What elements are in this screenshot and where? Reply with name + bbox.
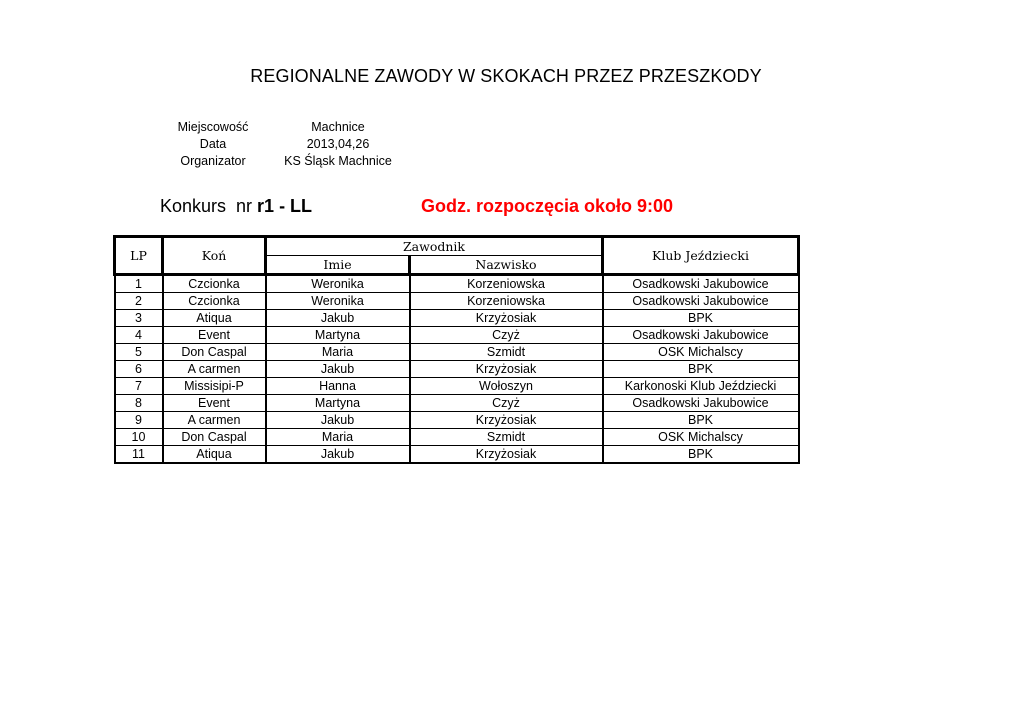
cell-klub: BPK — [603, 310, 799, 327]
page-title: REGIONALNE ZAWODY W SKOKACH PRZEZ PRZESZKODY — [250, 66, 762, 86]
cell-kon: Atiqua — [163, 446, 266, 464]
cell-nazwisko: Korzeniowska — [410, 275, 603, 293]
cell-lp: 4 — [115, 327, 163, 344]
cell-kon: Atiqua — [163, 310, 266, 327]
cell-imie: Jakub — [266, 361, 410, 378]
cell-nazwisko: Krzyżosiak — [410, 446, 603, 464]
cell-lp: 2 — [115, 293, 163, 310]
info-label-data: Data — [199, 137, 227, 151]
cell-lp: 5 — [115, 344, 163, 361]
cell-klub: BPK — [603, 446, 799, 464]
cell-klub: OSK Michalscy — [603, 344, 799, 361]
table-row — [115, 293, 799, 310]
cell-nazwisko: Krzyżosiak — [410, 361, 603, 378]
results-table — [113, 235, 800, 464]
header-kon: Koń — [163, 237, 266, 275]
cell-imie: Jakub — [266, 310, 410, 327]
cell-klub: Osadkowski Jakubowice — [603, 275, 799, 293]
table-row — [115, 327, 799, 344]
cell-imie: Maria — [266, 429, 410, 446]
konkurs-heading — [160, 196, 312, 217]
cell-lp: 9 — [115, 412, 163, 429]
info-value-miejscowosc: Machnice — [311, 120, 365, 134]
cell-lp: 1 — [115, 275, 163, 293]
table-row — [115, 446, 799, 464]
info-value-organizator: KS Śląsk Machnice — [284, 154, 392, 168]
header-klub: Klub Jeździecki — [603, 237, 799, 275]
cell-nazwisko: Czyż — [410, 395, 603, 412]
cell-lp: 7 — [115, 378, 163, 395]
cell-imie: Hanna — [266, 378, 410, 395]
table-row — [115, 344, 799, 361]
cell-kon: Event — [163, 327, 266, 344]
cell-klub: OSK Michalscy — [603, 429, 799, 446]
cell-kon: Missisipi-P — [163, 378, 266, 395]
cell-lp: 6 — [115, 361, 163, 378]
header-zawodnik: Zawodnik — [266, 237, 603, 256]
cell-klub: Osadkowski Jakubowice — [603, 327, 799, 344]
konkurs-number: r1 - LL — [257, 196, 313, 216]
cell-nazwisko: Krzyżosiak — [410, 412, 603, 429]
cell-klub: BPK — [603, 361, 799, 378]
table-row — [115, 378, 799, 395]
cell-nazwisko: Czyż — [410, 327, 603, 344]
cell-kon: Czcionka — [163, 293, 266, 310]
cell-nazwisko: Korzeniowska — [410, 293, 603, 310]
cell-kon: A carmen — [163, 361, 266, 378]
cell-nazwisko: Wołoszyn — [410, 378, 603, 395]
header-imie: Imie — [266, 256, 410, 275]
cell-kon: Czcionka — [163, 275, 266, 293]
cell-imie: Maria — [266, 344, 410, 361]
cell-kon: A carmen — [163, 412, 266, 429]
cell-imie: Weronika — [266, 293, 410, 310]
cell-klub: Osadkowski Jakubowice — [603, 293, 799, 310]
cell-kon: Don Caspal — [163, 429, 266, 446]
info-value-data: 2013,04,26 — [306, 137, 370, 151]
cell-imie: Jakub — [266, 412, 410, 429]
cell-nazwisko: Krzyżosiak — [410, 310, 603, 327]
cell-klub: Karkonoski Klub Jeździecki — [603, 378, 799, 395]
cell-klub: BPK — [603, 412, 799, 429]
konkurs-prefix: Konkurs nr — [160, 196, 258, 216]
cell-nazwisko: Szmidt — [410, 344, 603, 361]
cell-imie: Weronika — [266, 275, 410, 293]
cell-nazwisko: Szmidt — [410, 429, 603, 446]
cell-imie: Martyna — [266, 327, 410, 344]
table-row — [115, 310, 799, 327]
cell-lp: 3 — [115, 310, 163, 327]
start-time: Godz. rozpoczęcia około 9:00 — [421, 196, 674, 216]
cell-klub: Osadkowski Jakubowice — [603, 395, 799, 412]
cell-lp: 8 — [115, 395, 163, 412]
table-row — [115, 412, 799, 429]
info-label-organizator: Organizator — [180, 154, 246, 168]
table-row — [115, 361, 799, 378]
cell-imie: Jakub — [266, 446, 410, 464]
table-row — [115, 429, 799, 446]
cell-kon: Don Caspal — [163, 344, 266, 361]
table-row — [115, 395, 799, 412]
cell-lp: 10 — [115, 429, 163, 446]
info-label-miejscowosc: Miejscowość — [177, 120, 249, 134]
header-nazwisko: Nazwisko — [410, 256, 603, 275]
cell-kon: Event — [163, 395, 266, 412]
cell-imie: Martyna — [266, 395, 410, 412]
table-row — [115, 275, 799, 293]
header-lp: LP — [115, 237, 163, 275]
cell-lp: 11 — [115, 446, 163, 464]
